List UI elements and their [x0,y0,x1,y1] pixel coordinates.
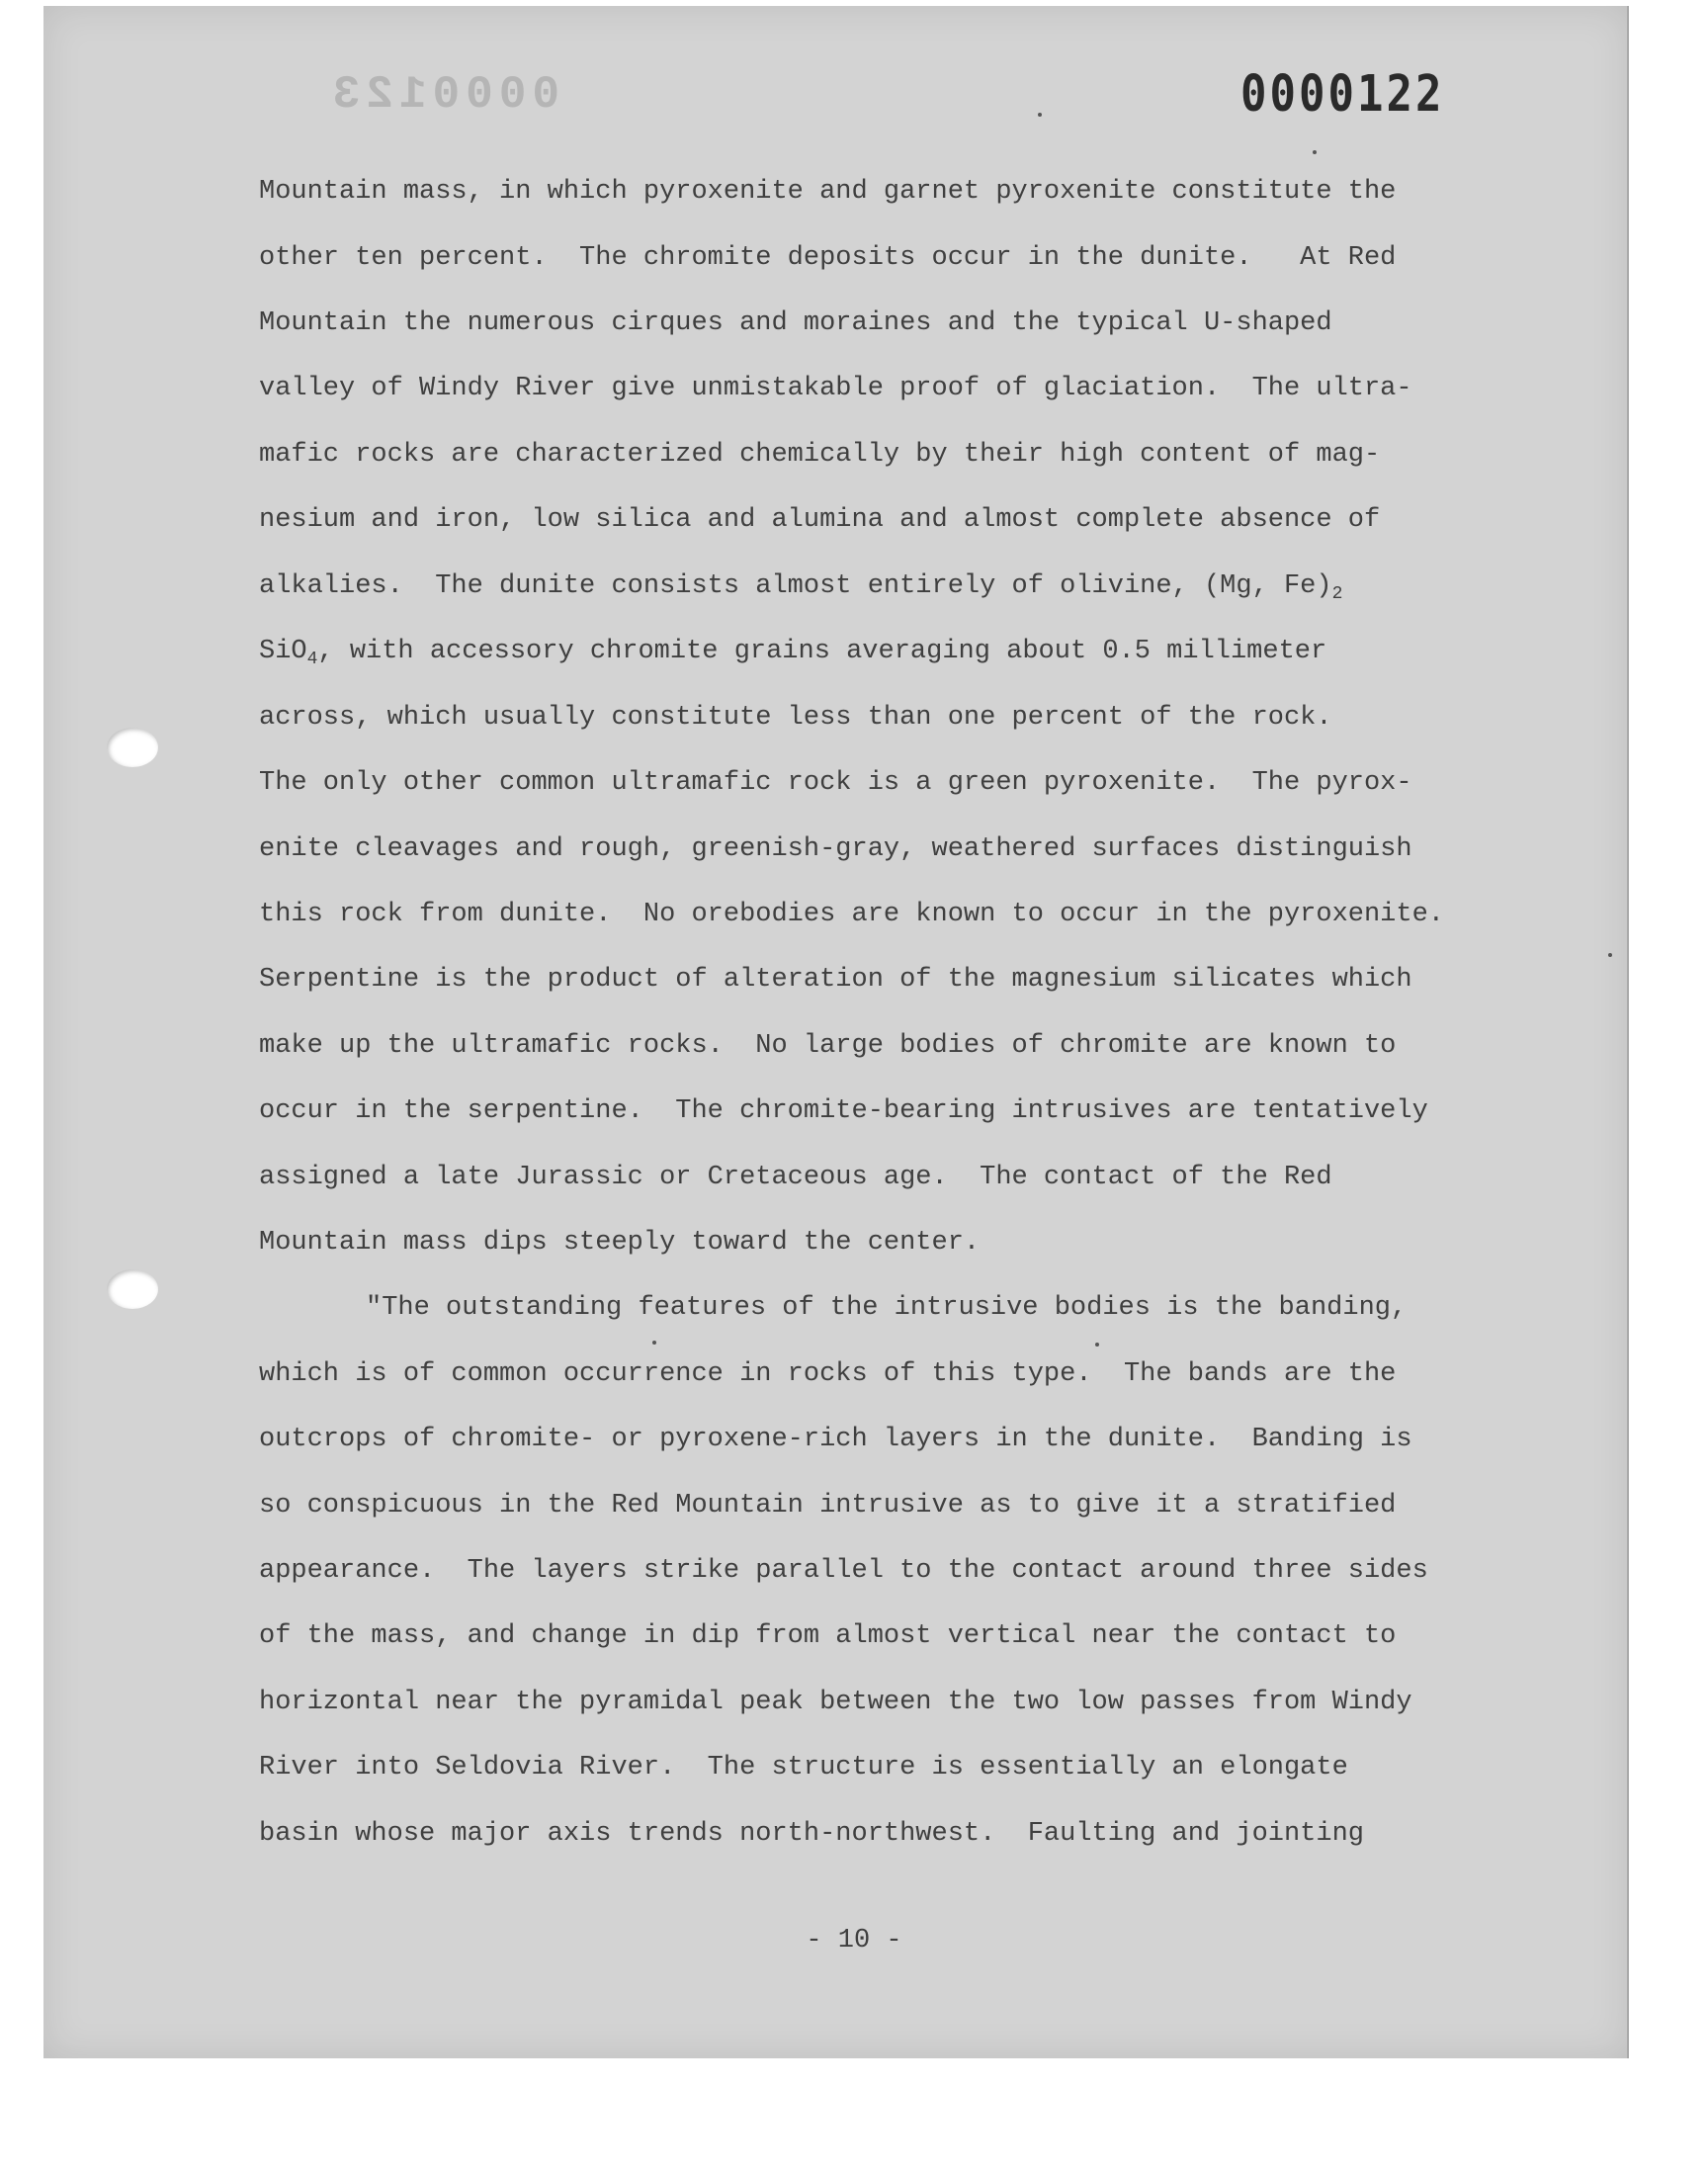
paper-edge-shadow [1627,6,1629,2058]
text-run: alkalies. The dunite consists almost entirely of olivine, (Mg, Fe) [259,571,1332,601]
text-line: River into Seldovia River. The structure is essentially an elongate [259,1753,1348,1783]
punch-hole-upper [107,728,158,767]
text-line: this rock from dunite. No orebodies are known to occur in the pyroxenite. [259,900,1444,929]
text-run: SiO [259,637,307,666]
text-line: basin whose major axis trends north-northwest. Faulting and jointing [259,1819,1364,1849]
text-line: nesium and iron, low silica and alumina and almost complete absence of [259,505,1381,535]
scan-speck [1608,953,1612,957]
text-line: across, which usually constitute less than one percent of the rock. [259,703,1332,733]
page-number: - 10 - [806,1926,902,1956]
text-line: other ten percent. The chromite deposits occur in the dunite. At Red [259,243,1397,273]
scan-speck [652,1341,656,1345]
text-line: The only other common ultramafic rock is a green pyroxenite. The pyrox- [259,768,1412,798]
subscript: 2 [1331,584,1343,604]
bates-number: 0000122 [1240,65,1445,124]
punch-hole-lower [107,1269,158,1309]
text-line: make up the ultramafic rocks. No large bodies of chromite are known to [259,1031,1397,1061]
text-line: Mountain mass, in which pyroxenite and garnet pyroxenite constitute the [259,177,1397,207]
scan-speck [1095,1343,1099,1347]
text-line: outcrops of chromite- or pyroxene-rich layers in the dunite. Banding is [259,1425,1412,1454]
text-line: so conspicuous in the Red Mountain intrusive as to give it a stratified [259,1491,1397,1521]
text-line: Mountain mass dips steeply toward the center. [259,1228,981,1258]
text-line-olivine [259,571,1343,604]
bates-number-bleed-through: 0000123 [326,69,559,121]
scan-speck [1313,150,1317,154]
text-line: mafic rocks are characterized chemically by their high content of mag- [259,440,1381,470]
text-line: of the mass, and change in dip from almost vertical near the contact to [259,1621,1397,1651]
text-line: which is of common occurrence in rocks of this type. The bands are the [259,1359,1397,1389]
text-line: valley of Windy River give unmistakable proof of glaciation. The ultra- [259,374,1412,403]
text-line: assigned a late Jurassic or Cretaceous age. The contact of the Red [259,1163,1332,1192]
text-line-silica [259,637,1327,669]
text-line: enite cleavages and rough, greenish-gray, weathered surfaces distinguish [259,834,1412,864]
text-run: , with accessory chromite grains averaging about 0.5 millimeter [317,637,1327,666]
paragraph-start-line: "The outstanding features of the intrusive bodies is the banding, [366,1293,1408,1323]
scan-speck [1038,113,1042,117]
text-line: occur in the serpentine. The chromite-bearing intrusives are tentatively [259,1096,1428,1126]
text-line: Serpentine is the product of alteration of the magnesium silicates which [259,965,1412,995]
subscript: 4 [306,650,318,669]
text-line: Mountain the numerous cirques and moraines and the typical U-shaped [259,308,1332,338]
text-line: horizontal near the pyramidal peak between the two low passes from Windy [259,1688,1412,1717]
text-line: appearance. The layers strike parallel to the contact around three sides [259,1556,1428,1586]
